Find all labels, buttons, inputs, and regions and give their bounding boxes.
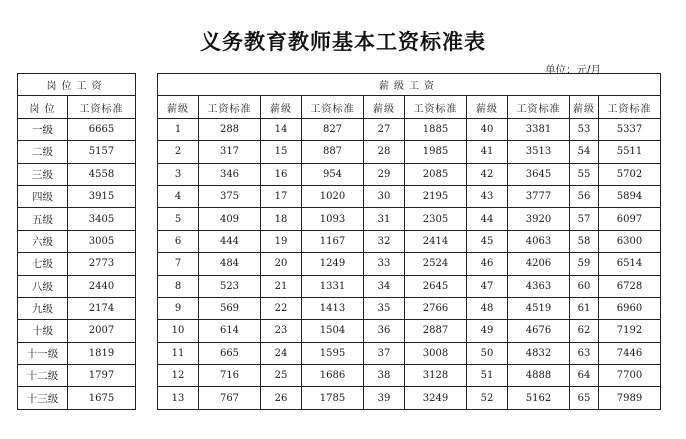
grade-salary-cell: 614	[199, 320, 261, 342]
grade-level-cell: 26	[261, 387, 302, 409]
grade-level-cell: 65	[570, 387, 599, 409]
grade-salary-cell: 5511	[599, 141, 661, 163]
grade-salary-cell: 3381	[508, 118, 570, 140]
grade-salary-cell: 3249	[405, 387, 467, 409]
grade-row	[158, 320, 661, 342]
grade-salary-cell: 954	[302, 163, 364, 185]
grade-level-cell: 34	[364, 275, 405, 297]
grade-salary-cell: 1686	[302, 365, 364, 387]
grade-level-cell: 21	[261, 275, 302, 297]
grade-level-cell: 22	[261, 297, 302, 319]
grade-level-cell: 17	[261, 185, 302, 207]
grade-salary-cell: 2524	[405, 253, 467, 275]
grade-salary-cell: 6514	[599, 253, 661, 275]
post-salary-cell: 2773	[68, 253, 136, 275]
grade-salary-cell: 7700	[599, 365, 661, 387]
grade-salary-cell: 288	[199, 118, 261, 140]
grade-level-cell: 13	[158, 387, 199, 409]
post-row	[18, 253, 136, 275]
grade-row	[158, 365, 661, 387]
post-header-rank: 岗 位	[18, 96, 68, 118]
grade-salary-cell: 2305	[405, 208, 467, 230]
post-row	[18, 118, 136, 140]
post-rank-cell: 十三级	[18, 387, 68, 409]
grade-row	[158, 230, 661, 252]
grade-salary-cell: 2887	[405, 320, 467, 342]
grade-header-level: 薪级	[261, 96, 302, 118]
grade-row	[158, 387, 661, 409]
grade-header-row	[158, 96, 661, 118]
page-title: 义务教育教师基本工资标准表	[200, 30, 486, 54]
grade-header-level: 薪级	[158, 96, 199, 118]
grade-salary-cell: 7192	[599, 320, 661, 342]
grade-level-cell: 4	[158, 185, 199, 207]
grade-salary-cell: 3008	[405, 342, 467, 364]
grade-level-cell: 27	[364, 118, 405, 140]
grade-level-cell: 54	[570, 141, 599, 163]
grade-level-cell: 23	[261, 320, 302, 342]
grade-level-cell: 37	[364, 342, 405, 364]
grade-row	[158, 141, 661, 163]
grade-salary-cell: 1167	[302, 230, 364, 252]
grade-header-level: 薪级	[467, 96, 508, 118]
grade-level-cell: 29	[364, 163, 405, 185]
post-salary-cell: 3405	[68, 208, 136, 230]
post-salary-table	[17, 73, 136, 410]
grade-level-cell: 47	[467, 275, 508, 297]
grade-level-cell: 43	[467, 185, 508, 207]
grade-salary-cell: 1020	[302, 185, 364, 207]
grade-salary-cell: 887	[302, 141, 364, 163]
grade-salary-cell: 3513	[508, 141, 570, 163]
grade-level-cell: 7	[158, 253, 199, 275]
grade-level-cell: 38	[364, 365, 405, 387]
grade-salary-cell: 4206	[508, 253, 570, 275]
grade-level-cell: 11	[158, 342, 199, 364]
grade-level-cell: 5	[158, 208, 199, 230]
grade-level-cell: 51	[467, 365, 508, 387]
post-rank-cell: 六级	[18, 230, 68, 252]
grade-level-cell: 56	[570, 185, 599, 207]
grade-salary-cell: 3777	[508, 185, 570, 207]
grade-level-cell: 18	[261, 208, 302, 230]
grade-salary-cell: 1985	[405, 141, 467, 163]
post-salary-cell: 3915	[68, 185, 136, 207]
grade-level-cell: 36	[364, 320, 405, 342]
post-salary-cell: 5157	[68, 141, 136, 163]
grade-salary-cell: 1785	[302, 387, 364, 409]
grade-header-salary: 工资标准	[302, 96, 364, 118]
grade-level-cell: 46	[467, 253, 508, 275]
grade-level-cell: 45	[467, 230, 508, 252]
grade-header-salary: 工资标准	[508, 96, 570, 118]
grade-salary-cell: 346	[199, 163, 261, 185]
grade-level-cell: 1	[158, 118, 199, 140]
grade-level-cell: 48	[467, 297, 508, 319]
grade-header-level: 薪级	[570, 96, 599, 118]
grade-level-cell: 24	[261, 342, 302, 364]
grade-salary-cell: 1595	[302, 342, 364, 364]
post-header-salary: 工资标准	[68, 96, 136, 118]
grade-level-cell: 61	[570, 297, 599, 319]
grade-level-cell: 49	[467, 320, 508, 342]
grade-level-cell: 12	[158, 365, 199, 387]
grade-level-cell: 15	[261, 141, 302, 163]
post-salary-caption: 岗位工资	[18, 74, 136, 96]
grade-level-cell: 9	[158, 297, 199, 319]
grade-level-cell: 20	[261, 253, 302, 275]
grade-salary-cell: 444	[199, 230, 261, 252]
grade-row	[158, 163, 661, 185]
grade-salary-cell: 1331	[302, 275, 364, 297]
post-row	[18, 141, 136, 163]
grade-salary-cell: 2766	[405, 297, 467, 319]
grade-level-cell: 52	[467, 387, 508, 409]
post-rank-cell: 十级	[18, 320, 68, 342]
grade-level-cell: 35	[364, 297, 405, 319]
grade-level-cell: 63	[570, 342, 599, 364]
post-salary-cell: 4558	[68, 163, 136, 185]
grade-level-cell: 19	[261, 230, 302, 252]
grade-level-cell: 16	[261, 163, 302, 185]
grade-salary-cell: 6300	[599, 230, 661, 252]
post-rank-cell: 八级	[18, 275, 68, 297]
grade-salary-cell: 3128	[405, 365, 467, 387]
post-salary-cell: 6665	[68, 118, 136, 140]
grade-salary-cell: 2195	[405, 185, 467, 207]
grade-salary-cell: 2085	[405, 163, 467, 185]
post-salary-cell: 2440	[68, 275, 136, 297]
grade-salary-cell: 665	[199, 342, 261, 364]
grade-salary-rows	[158, 118, 661, 409]
grade-level-cell: 40	[467, 118, 508, 140]
post-row	[18, 365, 136, 387]
grade-header-salary: 工资标准	[199, 96, 261, 118]
grade-row	[158, 208, 661, 230]
grade-level-cell: 30	[364, 185, 405, 207]
grade-salary-cell: 7446	[599, 342, 661, 364]
grade-salary-cell: 4063	[508, 230, 570, 252]
post-row	[18, 208, 136, 230]
grade-salary-cell: 6097	[599, 208, 661, 230]
grade-salary-cell: 2414	[405, 230, 467, 252]
grade-level-cell: 31	[364, 208, 405, 230]
grade-level-cell: 55	[570, 163, 599, 185]
grade-salary-cell: 317	[199, 141, 261, 163]
grade-salary-cell: 484	[199, 253, 261, 275]
grade-row	[158, 118, 661, 140]
grade-level-cell: 53	[570, 118, 599, 140]
grade-level-cell: 6	[158, 230, 199, 252]
grade-salary-cell: 6728	[599, 275, 661, 297]
grade-salary-cell: 4363	[508, 275, 570, 297]
grade-level-cell: 14	[261, 118, 302, 140]
grade-row	[158, 275, 661, 297]
post-row	[18, 297, 136, 319]
grade-salary-cell: 409	[199, 208, 261, 230]
post-salary-cell: 2174	[68, 297, 136, 319]
grade-level-cell: 59	[570, 253, 599, 275]
grade-salary-cell: 1249	[302, 253, 364, 275]
grade-row	[158, 185, 661, 207]
grade-level-cell: 28	[364, 141, 405, 163]
post-salary-cell: 1675	[68, 387, 136, 409]
grade-header-level: 薪级	[364, 96, 405, 118]
grade-header-salary: 工资标准	[405, 96, 467, 118]
post-salary-rows	[18, 118, 136, 409]
grade-salary-cell: 1885	[405, 118, 467, 140]
grade-header-salary: 工资标准	[599, 96, 661, 118]
unit-label: 单位：元/月	[545, 64, 602, 76]
grade-level-cell: 64	[570, 365, 599, 387]
grade-level-cell: 33	[364, 253, 405, 275]
grade-salary-cell: 3645	[508, 163, 570, 185]
grade-level-cell: 3	[158, 163, 199, 185]
post-row	[18, 320, 136, 342]
grade-level-cell: 32	[364, 230, 405, 252]
grade-salary-cell: 2645	[405, 275, 467, 297]
post-rank-cell: 三级	[18, 163, 68, 185]
grade-row	[158, 342, 661, 364]
grade-level-cell: 8	[158, 275, 199, 297]
grade-level-cell: 25	[261, 365, 302, 387]
post-row	[18, 230, 136, 252]
grade-level-cell: 41	[467, 141, 508, 163]
grade-salary-cell: 1413	[302, 297, 364, 319]
post-row	[18, 387, 136, 409]
grade-salary-cell: 767	[199, 387, 261, 409]
grade-salary-cell: 523	[199, 275, 261, 297]
grade-level-cell: 2	[158, 141, 199, 163]
grade-salary-cell: 5894	[599, 185, 661, 207]
grade-level-cell: 58	[570, 230, 599, 252]
grade-level-cell: 44	[467, 208, 508, 230]
grade-row	[158, 253, 661, 275]
post-rank-cell: 七级	[18, 253, 68, 275]
post-rank-cell: 一级	[18, 118, 68, 140]
grade-salary-cell: 5337	[599, 118, 661, 140]
grade-salary-cell: 827	[302, 118, 364, 140]
grade-level-cell: 42	[467, 163, 508, 185]
grade-salary-cell: 3920	[508, 208, 570, 230]
grade-salary-caption: 薪级工资	[158, 74, 661, 96]
post-rank-cell: 九级	[18, 297, 68, 319]
grade-salary-cell: 569	[199, 297, 261, 319]
post-salary-cell: 1819	[68, 342, 136, 364]
grade-level-cell: 39	[364, 387, 405, 409]
post-salary-cell: 3005	[68, 230, 136, 252]
grade-salary-cell: 716	[199, 365, 261, 387]
post-rank-cell: 二级	[18, 141, 68, 163]
post-salary-cell: 1797	[68, 365, 136, 387]
grade-salary-cell: 1504	[302, 320, 364, 342]
post-rank-cell: 四级	[18, 185, 68, 207]
grade-salary-cell: 375	[199, 185, 261, 207]
post-salary-cell: 2007	[68, 320, 136, 342]
grade-salary-cell: 4832	[508, 342, 570, 364]
grade-row	[158, 297, 661, 319]
grade-salary-cell: 4676	[508, 320, 570, 342]
grade-salary-cell: 1093	[302, 208, 364, 230]
post-rank-cell: 五级	[18, 208, 68, 230]
post-row	[18, 275, 136, 297]
grade-salary-table	[157, 73, 661, 410]
grade-salary-cell: 5702	[599, 163, 661, 185]
grade-level-cell: 62	[570, 320, 599, 342]
grade-level-cell: 10	[158, 320, 199, 342]
grade-level-cell: 57	[570, 208, 599, 230]
post-row	[18, 163, 136, 185]
grade-salary-cell: 4888	[508, 365, 570, 387]
grade-level-cell: 60	[570, 275, 599, 297]
grade-salary-cell: 7989	[599, 387, 661, 409]
post-row	[18, 342, 136, 364]
grade-salary-cell: 6960	[599, 297, 661, 319]
grade-level-cell: 50	[467, 342, 508, 364]
grade-salary-cell: 5162	[508, 387, 570, 409]
grade-salary-cell: 4519	[508, 297, 570, 319]
post-row	[18, 185, 136, 207]
post-rank-cell: 十二级	[18, 365, 68, 387]
post-rank-cell: 十一级	[18, 342, 68, 364]
